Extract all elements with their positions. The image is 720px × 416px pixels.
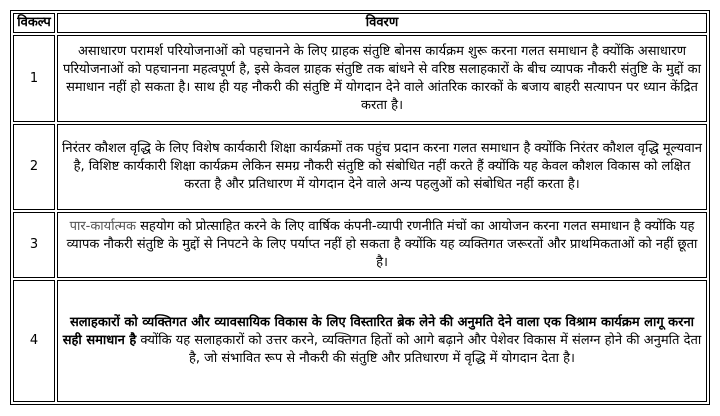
option-description [57,280,707,402]
table-header-row [13,13,707,33]
option-number: 3 [13,212,55,278]
description-text: सहयोग को प्रोत्साहित करने के लिए वार्षिक कंपनी-व्यापी रणनीति मंचों का आयोजन करना गलत समाधान है क्योंकि यह व्यापक नौकरी संतुष्टि के मुद्दों से निपटने के लिए पर्याप्त नहीं हो सकता है क्योंकि यह व्यक्तिगत जरूरतों और प्राथमिकताओं को नहीं छूता है। [66,219,698,270]
description-text: निरंतर कौशल वृद्धि के लिए विशेष कार्यकारी शिक्षा कार्यक्रमों तक पहुंच प्रदान करना गलत समाधान है क्योंकि निरंतर कौशल वृद्धि मूल्यवान है, विशिष्ट कार्यकारी शिक्षा कार्यक्रम लेकिन समग्र नौकरी संतुष्टि को संबोधित नहीं करते हैं क्योंकि यह केवल कौशल विकास को लक्षित करता है और प्रतिधारण में योगदान देने वाले अन्य पहलुओं को संबोधित नहीं करता है। [62,141,702,192]
description-text: क्योंकि यह सलाहकारों को उत्तर करने, व्यक्तिगत हितों को आगे बढ़ाने और पेशेवर विकास में संलग्न होने की अनुमति देता है, जो संभावित रूप से नौकरी की संतुष्टि और प्रतिधारण में वृद्धि में योगदान देता है। [136,333,702,366]
option-description [57,212,707,278]
options-table-container [10,10,710,405]
header-description: विवरण [57,13,707,33]
options-table [10,10,710,405]
table-row [13,124,707,210]
option-number: 1 [13,35,55,122]
table-row [13,212,707,278]
table-row [13,35,707,122]
table-row [13,280,707,402]
description-prefix: पार-कार्यात्मक [69,219,136,234]
option-description [57,35,707,122]
correct-answer-text: सलाहकारों को व्यक्तिगत और व्यावसायिक विकास के लिए विस्तारित ब्रेक लेने की अनुमति देने वाला एक विश्राम कार्यक्रम लागू करना सही समाधान है [62,315,695,348]
header-option: विकल्प [13,13,55,33]
option-number: 2 [13,124,55,210]
description-text: असाधारण परामर्श परियोजनाओं को पहचानने के लिए ग्राहक संतुष्टि बोनस कार्यक्रम शुरू करना गलत समाधान है क्योंकि असाधारण परियोजनाओं को पहचानना महत्वपूर्ण है, इसे केवल ग्राहक संतुष्टि तक बांधने से वरिष्ठ सलाहकारों के बीच व्यापक नौकरी संतुष्टि के मुद्दों का समाधान नहीं हो सकता है। साथ ही यह नौकरी की संतुष्टि में योगदान देने वाले आंतरिक कारकों के बजाय बाहरी सत्यापन पर ध्यान केंद्रित करता है। [62,43,702,113]
option-number: 4 [13,280,55,402]
option-description [57,124,707,210]
